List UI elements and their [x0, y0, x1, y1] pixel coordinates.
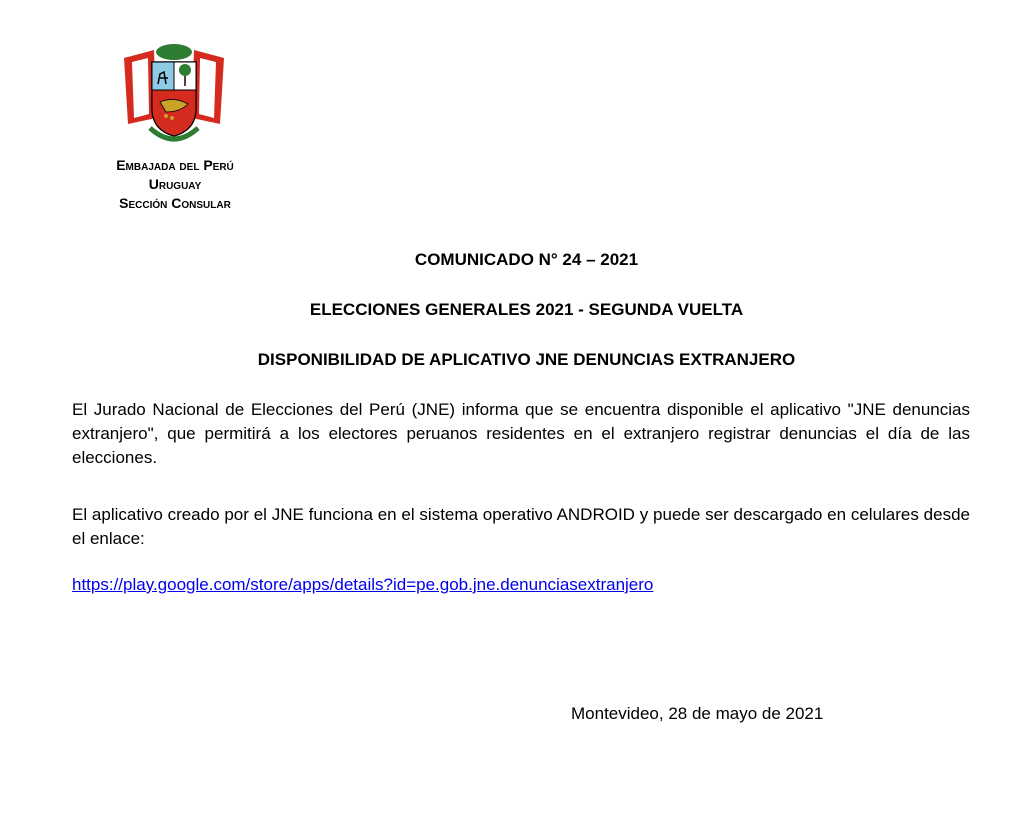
elections-heading: ELECCIONES GENERALES 2021 - SEGUNDA VUELTA [309, 300, 744, 319]
communique-number: COMUNICADO N° 24 – 2021 [414, 250, 639, 269]
dateline: Montevideo, 28 de mayo de 2021 [571, 704, 824, 723]
subject-heading: DISPONIBILIDAD DE APLICATIVO JNE DENUNCIAS EXTRANJERO [257, 350, 796, 369]
embassy-section: Sección Consular [119, 195, 231, 211]
embassy-title: Embajada del Perú [116, 157, 234, 173]
embassy-country: Uruguay [148, 176, 202, 192]
body-paragraph-1: El Jurado Nacional de Elecciones del Perú (JNE) informa que se encuentra disponible el aplicativo "JNE denuncias extranjero", que permitirá a los electores peruanos residentes en el extranjero registrar denuncias el día de las elecciones. [72, 400, 970, 467]
embassy-name [70, 156, 280, 213]
peru-coat-of-arms-icon [114, 38, 234, 150]
play-store-link[interactable]: https://play.google.com/store/apps/details?id=pe.gob.jne.denunciasextranjero [72, 575, 654, 594]
body-paragraph-2: El aplicativo creado por el JNE funciona en el sistema operativo ANDROID y puede ser descargado en celulares desde el enlace: [72, 505, 970, 548]
